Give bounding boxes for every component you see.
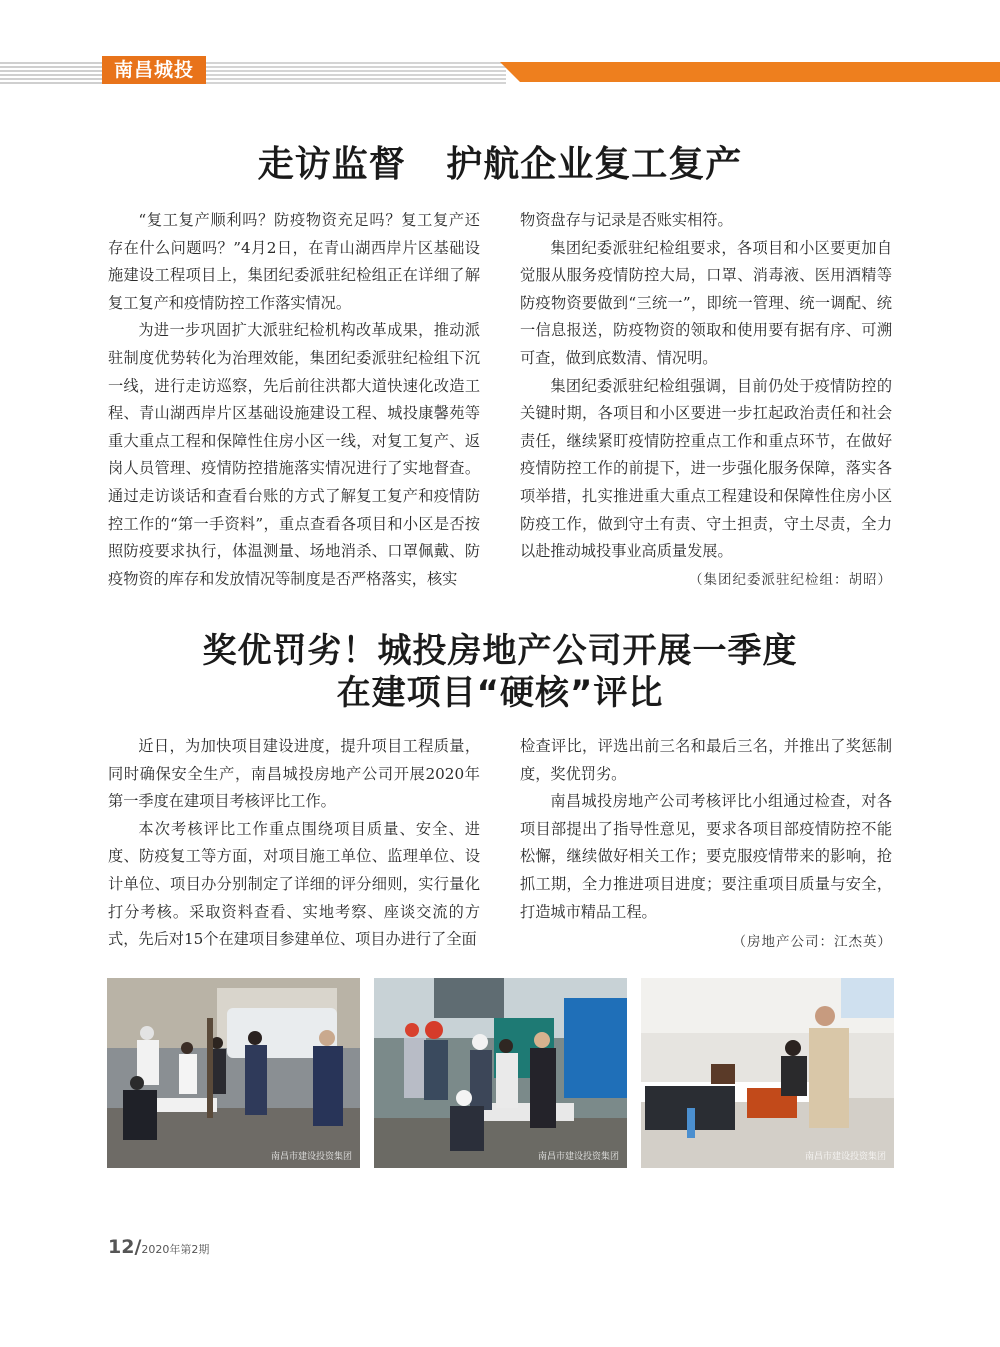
page-number: 12/ [108,1236,142,1258]
photo-2 [374,978,627,1168]
header-stripes-middle [206,62,506,84]
article1-right-para-3: 集团纪委派驻纪检组强调，目前仍处于疫情防控的关键时期，各项目和小区要进一步扛起政治责任和社会责任，继续紧盯疫情防控重点工作和重点环节，在做好疫情防控工作的前提下，进一步强化服务保障，落实各项举措，扎实推进重大重点工程建设和保障性住房小区防疫工作，做到守土有责、守土担责，守土尽责，全力以赴推动城投事业高质量发展。 [520,376,892,561]
photo-1-watermark: 南昌市建设投资集团 [270,1152,352,1162]
article1-title: 走访监督 护航企业复工复产 [257,144,743,185]
header-stripes-left [0,62,102,84]
brand-badge: 南昌城投 [102,56,206,84]
article2-right-para-2: 南昌城投房地产公司考核评比小组通过检查，对各项目部提出了指导性意见，要求各项目部疫情防控不能松懈，继续做好相关工作；要克服疫情带来的影响，抢抓工期，全力推进项目进度；要注重项目质量与安全，打造城市精品工程。 [520,792,892,921]
article2-right-para-1: 检查评比，评选出前三名和最后三名，并推出了奖惩制度，奖优罚劣。 [520,737,892,783]
article2-left-column [108,733,480,954]
photo-1 [107,978,360,1168]
article2-title [0,630,1000,714]
article1-left-para-2: 为进一步巩固扩大派驻纪检机构改革成果，推动派驻制度优势转化为治理效能，集团纪委派驻纪检组下沉一线，进行走访巡察，先后前往洪都大道快速化改造工程、青山湖西岸片区基础设施建设工程、城投康馨苑等重大重点工程和保障性住房小区一线，对复工复产、返岗人员管理、疫情防控措施落实情况进行了实地督查。通过走访谈话和查看台账的方式了解复工复产和疫情防控工作的“第一手资料”，重点查看各项目和小区是否按照防疫要求执行，体温测量、场地消杀、口罩佩戴、防疫物资的库存和发放情况等制度是否严格落实，核实 [108,321,480,588]
article2-title-line-1: 奖优罚劣！城投房地产公司开展一季度 [202,631,798,671]
header-orange-bar [500,62,1000,82]
article2-byline: （房地产公司：江杰英） [732,934,892,950]
article1-right-para-1: 物资盘存与记录是否账实相符。 [520,211,733,229]
article1-right-para-2: 集团纪委派驻纪检组要求，各项目和小区要更加自觉服从服务疫情防控大局，口罩、消毒液、医用酒精等防疫物资要做到“三统一”，即统一管理、统一调配、统一信息报送，防疫物资的领取和使用要有据有序、可溯可查，做到底数清、情况明。 [520,238,892,367]
article2-left-para-1: 近日，为加快项目建设进度，提升项目工程质量，同时确保安全生产，南昌城投房地产公司开展2020年第一季度在建项目考核评比工作。 [108,737,480,811]
photo-2-watermark: 南昌市建设投资集团 [537,1152,619,1162]
article2-left-para-2: 本次考核评比工作重点围绕项目质量、安全、进度、防疫复工等方面，对项目施工单位、监理单位、设计单位、项目办分别制定了详细的评分细则，实行量化打分考核。采取资料查看、实地考察、座谈交流的方式，先后对15个在建项目参建单位、项目办进行了全面 [108,819,480,949]
photo-3 [641,978,894,1168]
article2-title-line-2: 在建项目“硬核”评比 [336,673,664,713]
inspection-photo-1-icon [107,978,360,1168]
article1-right-column [520,207,892,566]
article1-byline: （集团纪委派驻纪检组：胡昭） [689,572,892,588]
issue-label: 2020年第2期 [141,1243,210,1256]
inspection-photo-3-icon [641,978,894,1168]
inspection-photo-2-icon [374,978,627,1168]
article2-right-column [520,733,892,926]
photo-3-watermark: 南昌市建设投资集团 [804,1152,886,1162]
article1-left-para-1: “复工复产顺利吗？防疫物资充足吗？复工复产还存在什么问题吗？”4月2日，在青山湖西岸片区基础设施建设工程项目上，集团纪委派驻纪检组正在详细了解复工复产和疫情防控工作落实情况。 [108,211,480,312]
page-folio [108,1236,209,1258]
article1-left-column [108,207,480,593]
